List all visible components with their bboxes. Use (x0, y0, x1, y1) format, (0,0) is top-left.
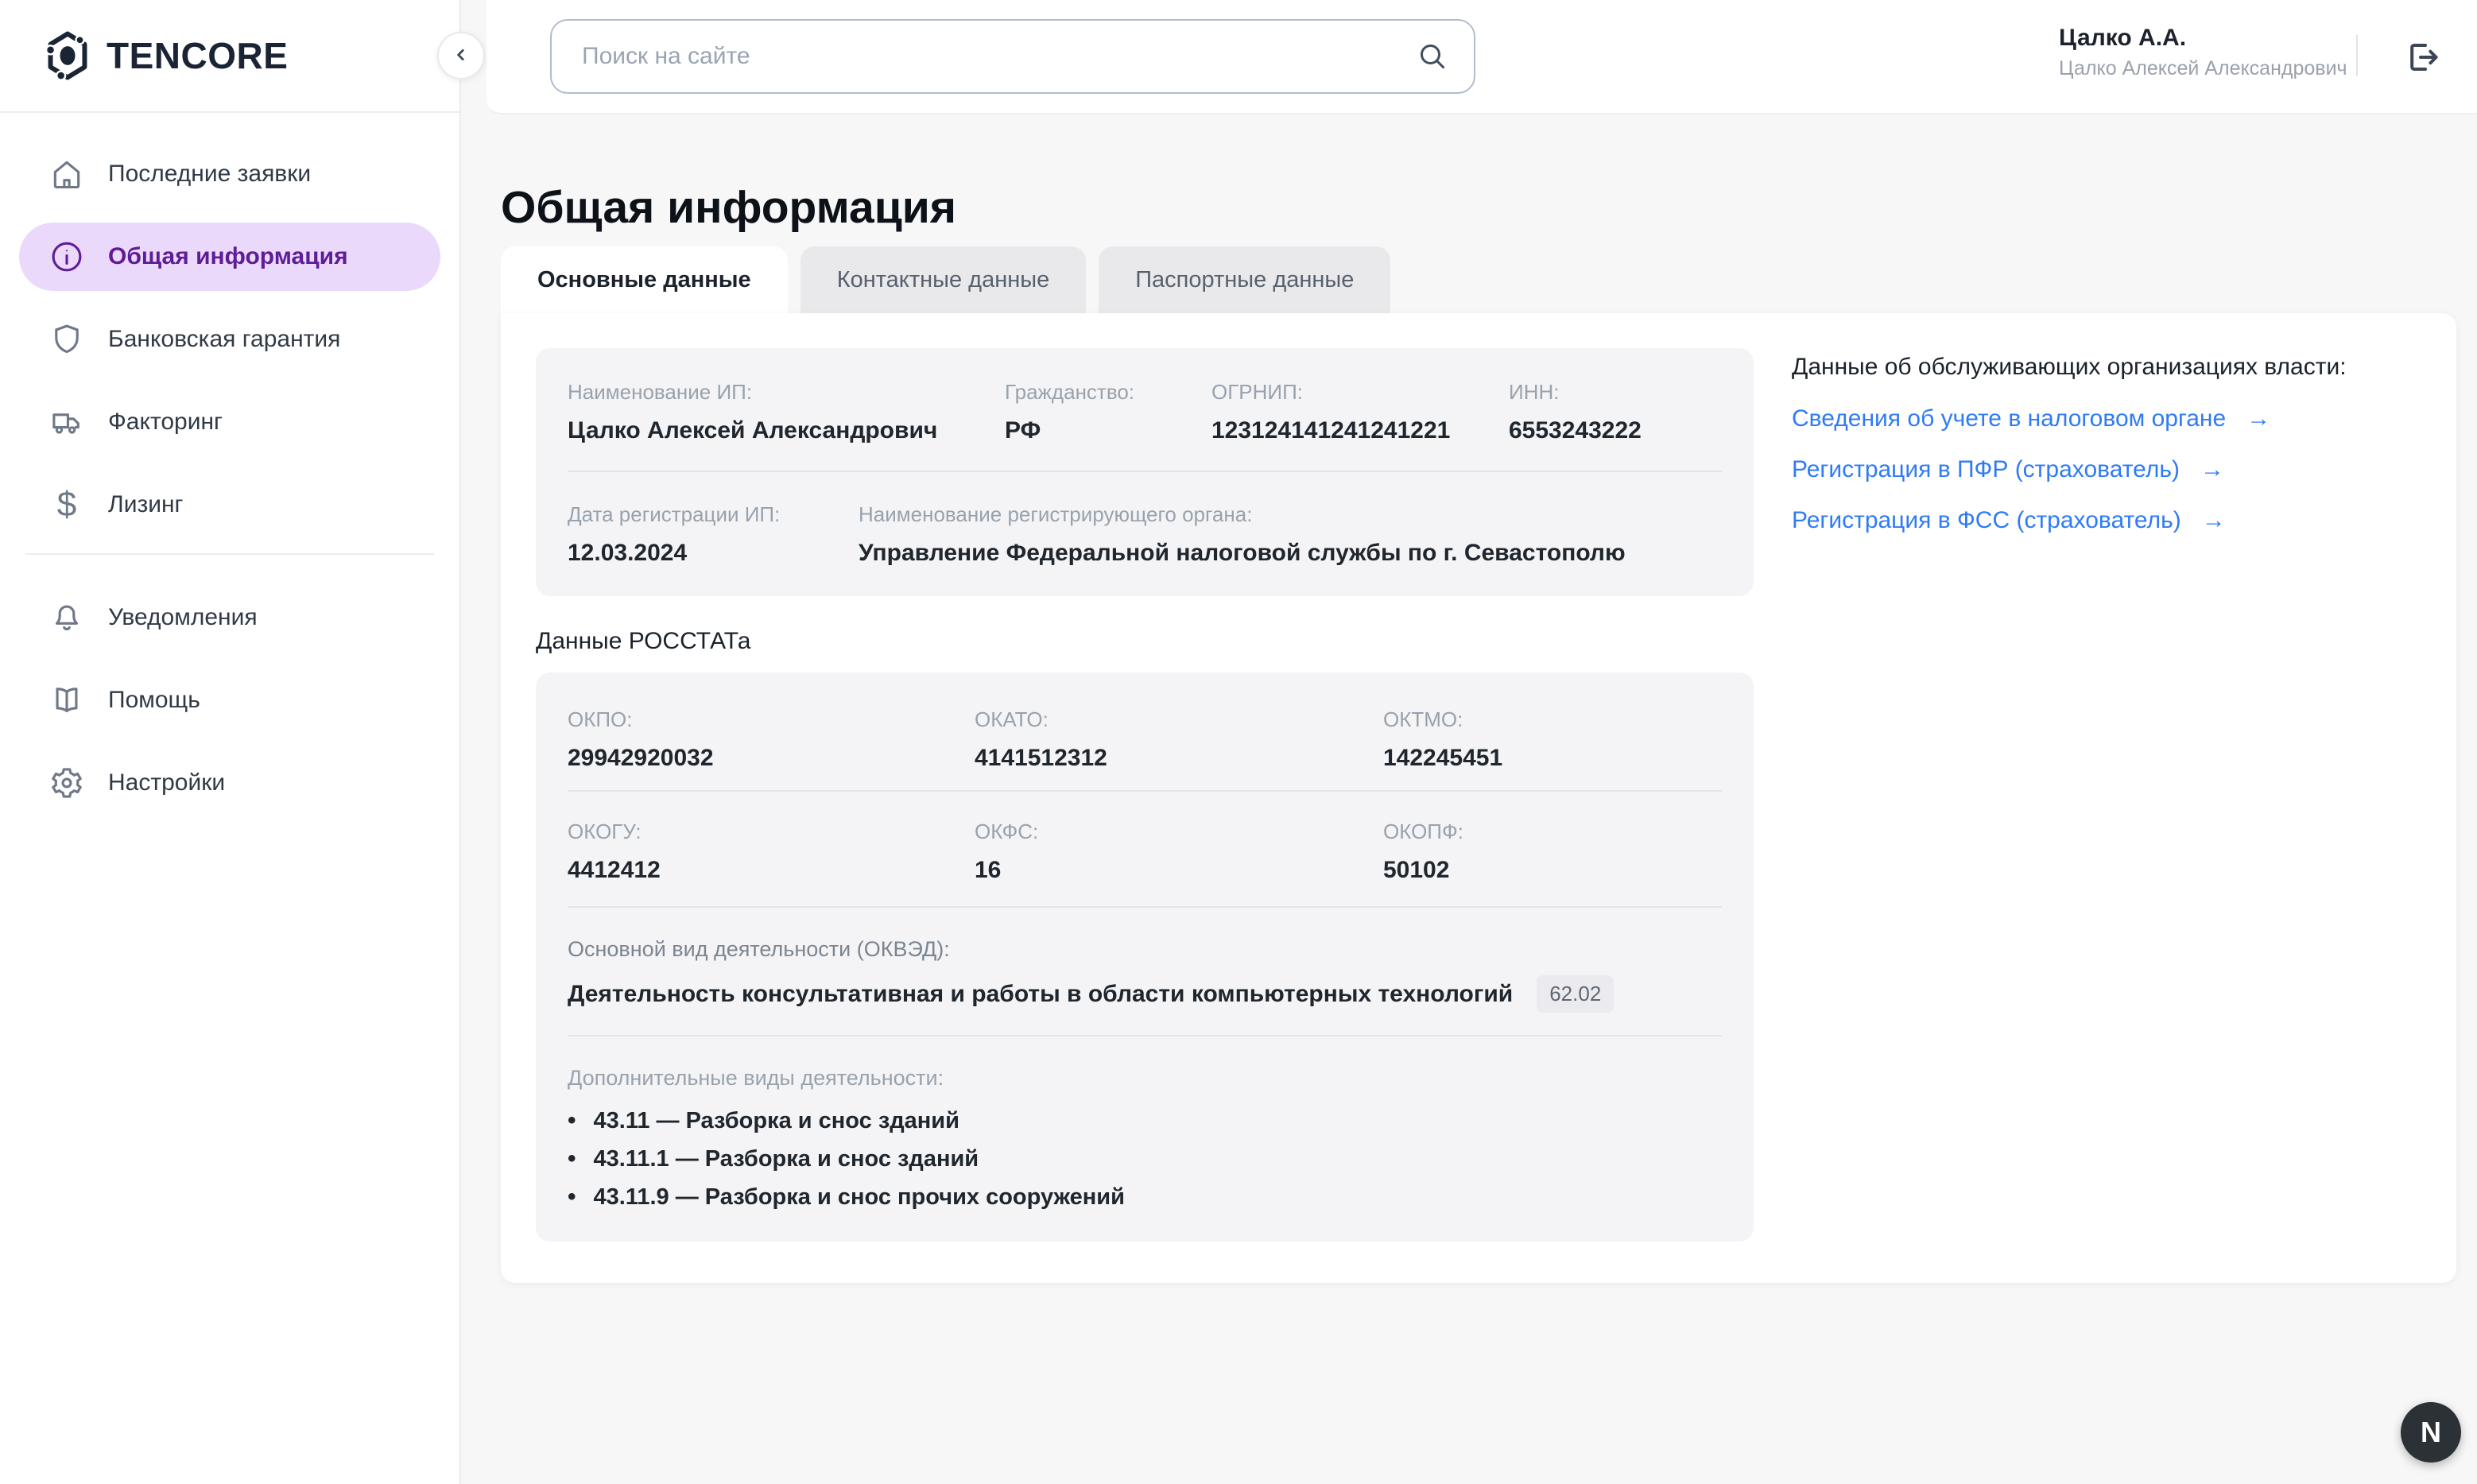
info-icon (49, 239, 84, 274)
field-okpo: ОКПО: 29942920032 (568, 707, 714, 771)
additional-activities-label: Дополнительные виды деятельности: (568, 1066, 944, 1090)
gear-icon (49, 765, 84, 800)
topbar-divider (2356, 35, 2358, 76)
field-okfs: ОКФС: 16 (975, 819, 1039, 883)
sidebar-item-label: Помощь (108, 687, 200, 713)
link-fss-registration[interactable]: Регистрация в ФСС (страхователь) → (1792, 507, 2226, 533)
sidebar-item-settings[interactable] (19, 749, 440, 817)
field-reg-date: Дата регистрации ИП: 12.03.2024 (568, 502, 781, 566)
list-item: • 43.11.9 — Разборка и снос прочих сооружений (568, 1178, 1125, 1216)
rosstat-title: Данные РОССТАТа (536, 628, 751, 654)
page-title: Общая информация (501, 182, 957, 234)
sidebar-item-label: Банковская гарантия (108, 326, 341, 352)
field-okogu: ОКОГУ: 4412412 (568, 819, 661, 883)
home-icon (49, 157, 84, 192)
main-card (501, 313, 2456, 1283)
arrow-right-icon: → (2246, 405, 2271, 432)
book-icon (49, 683, 84, 718)
arrow-right-icon: → (2201, 507, 2226, 533)
sidebar (0, 0, 461, 1484)
sidebar-item-notifications[interactable] (19, 583, 440, 652)
user-full-name: Цалко Алексей Александрович (2059, 57, 2347, 79)
list-item: • 43.11.1 — Разборка и снос зданий (568, 1140, 1125, 1178)
panel-divider (568, 906, 1722, 908)
dollar-icon: $ (56, 485, 77, 524)
sidebar-divider (25, 553, 434, 555)
additional-activities-list (568, 1102, 1125, 1216)
floating-n-widget[interactable] (2401, 1402, 2461, 1463)
field-inn: ИНН: 6553243222 (1509, 380, 1642, 444)
field-oktmo: ОКТМО: 142245451 (1383, 707, 1503, 771)
list-item: • 43.11 — Разборка и снос зданий (568, 1102, 1125, 1140)
user-short-name: Цалко А.А. (2059, 25, 2187, 51)
sidebar-collapse-button[interactable] (437, 32, 485, 79)
rosstat-panel (536, 672, 1754, 1242)
tab-passport-data[interactable]: Паспортные данные (1099, 246, 1390, 313)
tabs (501, 246, 1390, 313)
link-pfr-registration[interactable]: Регистрация в ПФР (страхователь) → (1792, 456, 2224, 482)
bell-icon (49, 600, 84, 635)
sidebar-item-bank-guarantee[interactable] (19, 305, 440, 374)
panel-divider (568, 471, 1722, 472)
topbar (486, 0, 2477, 114)
main-data-panel (536, 348, 1754, 596)
okved-value: Деятельность консультативная и работы в области компьютерных технологий (568, 980, 1514, 1007)
sidebar-item-factoring[interactable] (19, 388, 440, 456)
okved-label: Основной вид деятельности (ОКВЭД): (568, 937, 950, 961)
logout-icon (2404, 66, 2442, 79)
tab-main-data[interactable]: Основные данные (501, 246, 788, 313)
panel-divider (568, 790, 1722, 792)
logo-text: TENCORE (107, 35, 289, 76)
shield-icon (49, 322, 84, 357)
logout-button[interactable] (2404, 38, 2442, 76)
floating-n-label: N (2421, 1416, 2441, 1448)
sidebar-item-label: Последние заявки (108, 161, 312, 187)
gov-links-section (1792, 353, 2428, 534)
logo (0, 0, 459, 113)
tab-contact-data[interactable]: Контактные данные (800, 246, 1087, 313)
field-ogrnip: ОГРНИП: 123124141241241221 (1211, 380, 1451, 444)
chevron-left-icon (449, 43, 473, 69)
sidebar-item-label: Общая информация (108, 243, 348, 269)
tencore-logo-icon (45, 31, 91, 80)
truck-icon (49, 405, 84, 440)
gov-links-title: Данные об обслуживающих организациях власти: (1792, 354, 2347, 380)
field-reg-authority: Наименование регистрирующего органа: Управление Федеральной налоговой службы по г. Севастополю (859, 502, 1626, 566)
field-ip-name: Наименование ИП: Цалко Алексей Александрович (568, 380, 938, 444)
user-block[interactable] (2059, 24, 2347, 81)
sidebar-item-general-info[interactable] (19, 223, 440, 291)
search-icon[interactable] (1417, 41, 1448, 72)
arrow-right-icon: → (2200, 456, 2224, 482)
field-citizenship: Гражданство: РФ (1005, 380, 1135, 444)
sidebar-item-label: Настройки (108, 769, 226, 796)
sidebar-item-leasing[interactable] (19, 471, 440, 539)
sidebar-item-last-requests[interactable] (19, 140, 440, 208)
sidebar-item-help[interactable] (19, 666, 440, 734)
link-tax-authority[interactable]: Сведения об учете в налоговом органе → (1792, 405, 2271, 432)
okved-code-badge: 62.02 (1537, 975, 1614, 1013)
field-okopf: ОКОПФ: 50102 (1383, 819, 1463, 883)
site-search (550, 19, 1475, 94)
sidebar-item-label: Уведомления (108, 604, 258, 630)
field-okato: ОКАТО: 4141512312 (975, 707, 1107, 771)
sidebar-item-label: Лизинг (108, 491, 184, 517)
panel-divider (568, 1035, 1722, 1036)
sidebar-item-label: Факторинг (108, 409, 223, 435)
search-input[interactable] (550, 19, 1475, 94)
sidebar-nav (0, 113, 459, 817)
